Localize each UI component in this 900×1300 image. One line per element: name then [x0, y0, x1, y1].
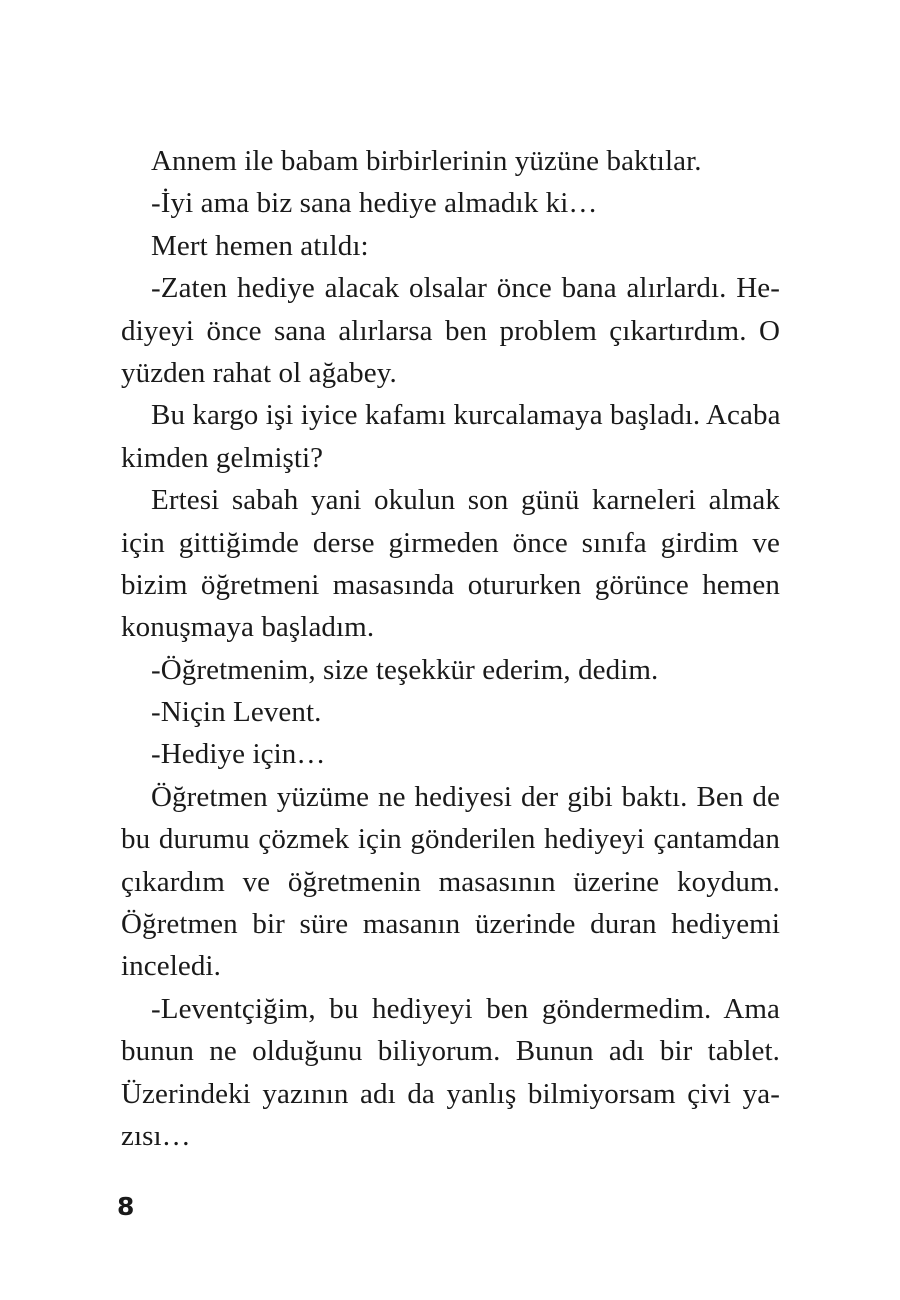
body-text: [121, 140, 780, 1157]
text-line: -Zaten hediye alacak olsalar önce bana alırlardı. He-: [151, 272, 780, 305]
text-line: Öğretmen yüzüme ne hediyesi der gibi baktı. Ben de: [151, 780, 780, 813]
text-line: inceledi.: [121, 950, 221, 983]
text-line: bu durumu çözmek için gönderilen hediyeyi çantamdan: [121, 823, 780, 856]
text-line: çıkardım ve öğretmenin masasının üzerine koydum.: [121, 865, 780, 898]
text-line: konuşmaya başladım.: [121, 611, 375, 644]
page-number: 8: [117, 1192, 135, 1221]
text-line: -Öğretmenim, size teşekkür ederim, dedim.: [151, 653, 659, 686]
text-line: için gittiğimde derse girmeden önce sınıfa girdim ve: [121, 526, 780, 559]
text-line: Ertesi sabah yani okulun son günü karneleri almak: [151, 484, 780, 517]
text-line: Bu kargo işi iyice kafamı kurcalamaya başladı. Acaba: [151, 399, 781, 432]
text-line: yüzden rahat ol ağabey.: [121, 356, 397, 389]
text-line: -İyi ama biz sana hediye almadık ki…: [151, 187, 598, 220]
text-line: kimden gelmişti?: [121, 441, 324, 474]
text-line: -Leventçiğim, bu hediyeyi ben göndermedim. Ama: [151, 992, 780, 1025]
text-line: Öğretmen bir süre masanın üzerinde duran hediyemi: [121, 908, 780, 941]
text-line: -Niçin Levent.: [151, 696, 322, 729]
text-line: Annem ile babam birbirlerinin yüzüne baktılar.: [151, 145, 702, 177]
text-line: bizim öğretmeni masasında otururken görünce hemen: [121, 568, 780, 601]
text-line: Mert hemen atıldı:: [151, 229, 369, 262]
text-line: zısı…: [121, 1119, 191, 1152]
text-line: Üzerindeki yazının adı da yanlış bilmiyorsam çivi ya-: [121, 1077, 780, 1110]
text-line: diyeyi önce sana alırlarsa ben problem çıkartırdım. O: [121, 314, 780, 347]
text-line: bunun ne olduğunu biliyorum. Bunun adı bir tablet.: [121, 1035, 780, 1068]
text-line: -Hediye için…: [151, 738, 326, 771]
